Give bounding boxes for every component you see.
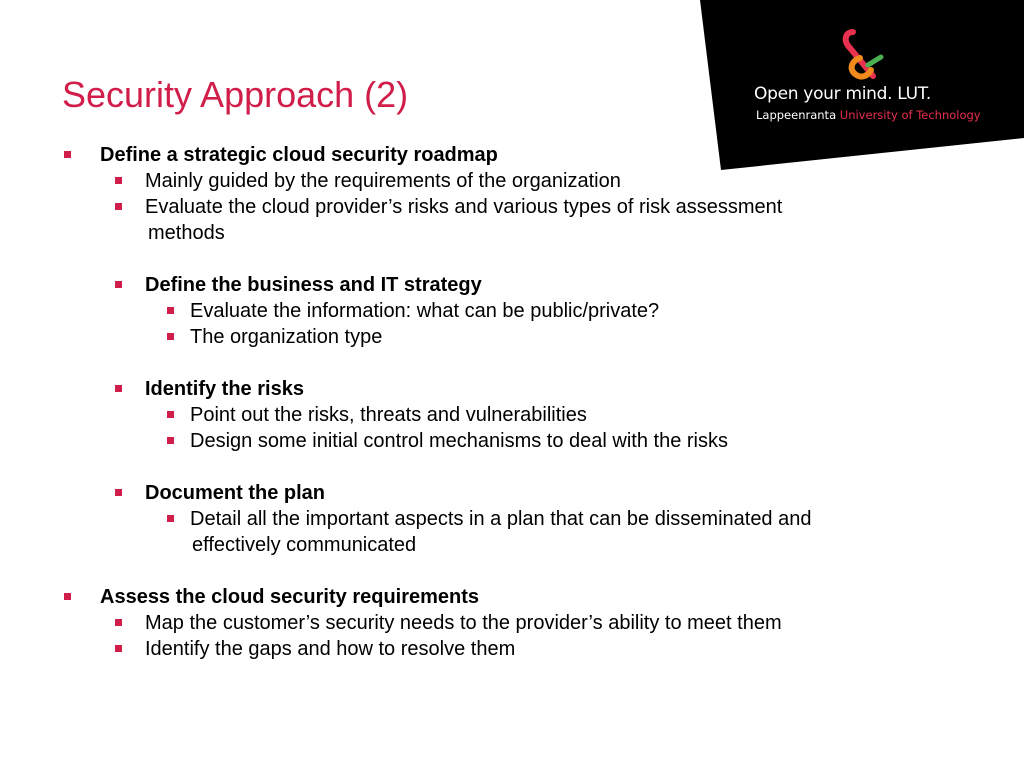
bullet-item-10: Document the plan xyxy=(145,482,326,504)
bullet-item-4: Define the business and IT strategy xyxy=(145,274,482,296)
bullet-item-3-continuation: methods xyxy=(148,222,225,244)
bullet-marker-5 xyxy=(167,307,174,314)
bullet-marker-1 xyxy=(64,151,71,158)
bullet-marker-2 xyxy=(115,177,122,184)
slide-title: Security Approach (2) xyxy=(62,74,409,115)
bullet-item-6: The organization type xyxy=(190,326,383,348)
bullet-item-9: Design some initial control mechanisms to deal with the risks xyxy=(190,430,728,452)
bullet-item-12: Assess the cloud security requirements xyxy=(100,586,480,608)
bullet-item-5: Evaluate the information: what can be public/private? xyxy=(190,300,660,322)
bullet-marker-11 xyxy=(167,515,174,522)
bullet-item-7: Identify the risks xyxy=(145,378,304,400)
bullet-item-8: Point out the risks, threats and vulnerabilities xyxy=(190,404,587,426)
bullet-item-14: Identify the gaps and how to resolve them xyxy=(145,638,516,660)
bullet-marker-8 xyxy=(167,411,174,418)
bullet-marker-13 xyxy=(115,619,122,626)
bullet-item-2: Mainly guided by the requirements of the organization xyxy=(145,170,621,192)
bullet-marker-4 xyxy=(115,281,122,288)
bullet-marker-7 xyxy=(115,385,122,392)
bullet-item-11-continuation: effectively communicated xyxy=(192,534,417,556)
bullet-item-1: Define a strategic cloud security roadmap xyxy=(100,144,498,166)
brand-slogan: Open your mind. LUT. xyxy=(754,84,931,104)
bullet-marker-12 xyxy=(64,593,71,600)
bullet-marker-14 xyxy=(115,645,122,652)
university-prefix: Lappeenranta xyxy=(756,108,840,122)
bullet-item-11: Detail all the important aspects in a plan that can be disseminated and xyxy=(190,508,812,530)
bullet-item-3: Evaluate the cloud provider’s risks and various types of risk assessment xyxy=(145,196,783,218)
bullet-marker-9 xyxy=(167,437,174,444)
bullet-marker-10 xyxy=(115,489,122,496)
bullet-marker-6 xyxy=(167,333,174,340)
bullet-marker-3 xyxy=(115,203,122,210)
university-accent: University of Technology xyxy=(839,108,981,122)
bullet-item-13: Map the customer’s security needs to the provider’s ability to meet them xyxy=(145,612,782,634)
